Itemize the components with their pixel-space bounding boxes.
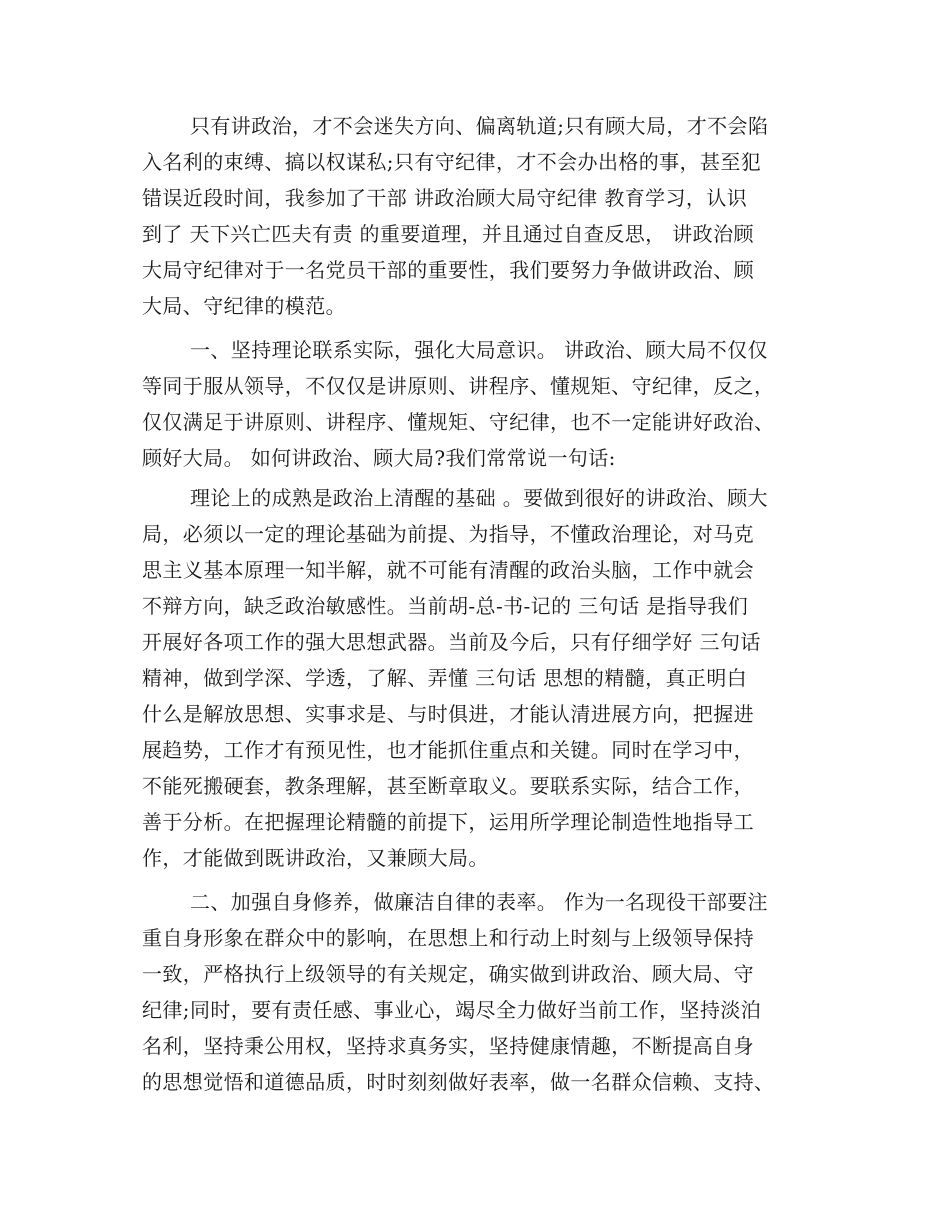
text-line: 只有讲政治，才不会迷失方向、偏离轨道;只有顾大局，才不会陷 bbox=[190, 114, 769, 138]
text-line: 入名利的束缚、搞以权谋私;只有守纪律，才不会办出格的事，甚至犯 bbox=[142, 150, 762, 174]
text-line: 展趋势，工作才有预见性，也才能抓住重点和关键。同时在学习中， bbox=[142, 738, 754, 762]
text-line: 什么是解放思想、实事求是、与时俱进，才能认清进展方向，把握进 bbox=[142, 702, 754, 726]
text-line: 一致，严格执行上级领导的有关规定，确实做到讲政治、顾大局、守 bbox=[142, 962, 754, 986]
text-line: 仅仅满足于讲原则、讲程序、懂规矩、守纪律，也不一定能讲好政治、 bbox=[142, 410, 775, 434]
text-line: 到了 天下兴亡匹夫有责 的重要道理，并且通过自查反思， 讲政治顾 bbox=[142, 222, 754, 246]
text-line: 大局、守纪律的模范。 bbox=[142, 294, 346, 318]
text-line: 大局守纪律对于一名党员干部的重要性，我们要努力争做讲政治、顾 bbox=[142, 258, 754, 282]
text-line: 作，才能做到既讲政治，又兼顾大局。 bbox=[142, 846, 489, 870]
text-line: 精神，做到学深、学透，了解、弄懂 三句话 思想的精髓，真正明白 bbox=[142, 666, 748, 690]
text-line: 错误近段时间，我参加了干部 讲政治顾大局守纪律 教育学习，认识 bbox=[142, 186, 748, 210]
text-line: 等同于服从领导，不仅仅是讲原则、讲程序、懂规矩、守纪律，反之， bbox=[142, 374, 775, 398]
text-line: 理论上的成熟是政治上清醒的基础 。要做到很好的讲政治、顾大 bbox=[190, 486, 768, 510]
text-line: 不辩方向，缺乏政治敏感性。当前胡-总-书-记的 三句话 是指导我们 bbox=[142, 594, 749, 618]
text-line: 不能死搬硬套，教条理解，甚至断章取义。要联系实际，结合工作， bbox=[142, 774, 754, 798]
text-line: 名利，坚持秉公用权，坚持求真务实，坚持健康情趣，不断提高自身 bbox=[142, 1034, 754, 1058]
text-line: 思主义基本原理一知半解，就不可能有清醒的政治头脑，工作中就会 bbox=[142, 558, 754, 582]
text-line: 顾好大局。 如何讲政治、顾大局?我们常常说一句话: bbox=[142, 446, 616, 470]
text-line: 二、加强自身修养，做廉洁自律的表率。 作为一名现役干部要注 bbox=[190, 890, 768, 914]
text-line: 善于分析。在把握理论精髓的前提下，运用所学理论制造性地指导工 bbox=[142, 810, 754, 834]
text-line: 纪律;同时，要有责任感、事业心，竭尽全力做好当前工作，坚持淡泊 bbox=[142, 998, 762, 1022]
text-line: 开展好各项工作的强大思想武器。当前及今后，只有仔细学好 三句话 bbox=[142, 630, 761, 654]
text-line: 一、坚持理论联系实际，强化大局意识。 讲政治、顾大局不仅仅 bbox=[190, 338, 768, 362]
text-line: 的思想觉悟和道德品质，时时刻刻做好表率，做一名群众信赖、支持、 bbox=[142, 1070, 775, 1094]
text-line: 重自身形象在群众中的影响，在思想上和行动上时刻与上级领导保持 bbox=[142, 926, 754, 950]
text-line: 局，必须以一定的理论基础为前提、为指导，不懂政治理论，对马克 bbox=[142, 522, 754, 546]
